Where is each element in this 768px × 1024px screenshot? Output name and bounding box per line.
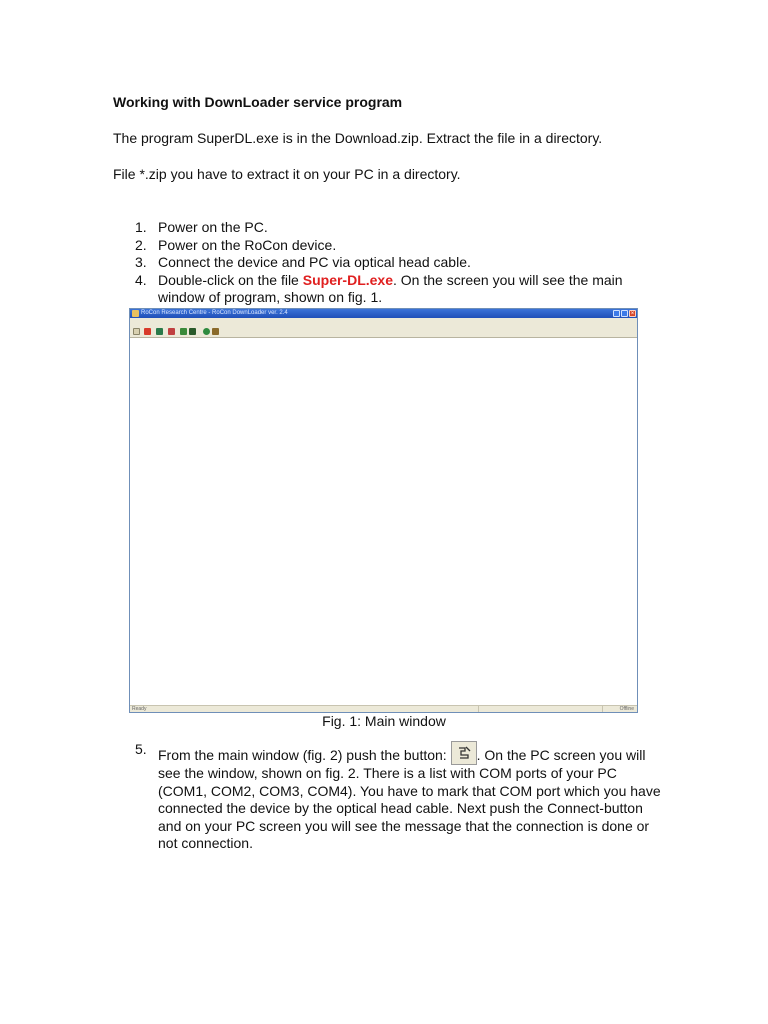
intro-paragraph-2: File *.zip you have to extract it on your PC in a directory. bbox=[113, 166, 461, 182]
step-number: 5. bbox=[135, 741, 147, 757]
step-text: Connect the device and PC via optical head cable. bbox=[158, 254, 471, 271]
steps-list bbox=[135, 219, 655, 307]
step-number: 3. bbox=[135, 254, 147, 271]
help-icon bbox=[203, 328, 210, 335]
close-icon: × bbox=[630, 311, 635, 317]
device-icon bbox=[168, 328, 175, 335]
step-text bbox=[158, 741, 665, 853]
maximize-icon bbox=[621, 310, 628, 317]
search-icon bbox=[212, 328, 219, 335]
step-number: 2. bbox=[135, 236, 147, 253]
filename-highlight: Super-DL.exe bbox=[302, 271, 393, 288]
save-icon bbox=[180, 328, 187, 335]
status-bar bbox=[130, 705, 637, 712]
list-item bbox=[135, 741, 665, 853]
app-icon bbox=[132, 310, 139, 317]
step-text-after: . On the PC screen you will see the window, shown on fig. 2. There is a list with COM ports of your PC (COM1, COM2, COM3, COM4). You have to mark that COM port which you have connected the device by the optical head cable. Next push the Connect-button and on your PC screen you will see the message that the connection is done or not connection. bbox=[158, 747, 661, 852]
list-item bbox=[135, 237, 655, 255]
step-number: 1. bbox=[135, 219, 147, 235]
connection-status: Offline bbox=[619, 706, 634, 712]
step-text: Power on the PC. bbox=[158, 219, 268, 235]
step-text-after: . On the screen you will see the main window of program, shown on fig. 1. bbox=[158, 271, 623, 306]
step-text-before: Double-click on the file bbox=[158, 271, 303, 288]
window-client-area bbox=[131, 339, 636, 705]
status-divider bbox=[602, 706, 603, 712]
minimize-icon bbox=[613, 310, 620, 317]
window-controls bbox=[613, 310, 636, 317]
list-item bbox=[135, 272, 655, 307]
status-text: Ready bbox=[132, 706, 147, 712]
document-heading: Working with DownLoader service program bbox=[113, 94, 403, 110]
intro-paragraph-1: The program SuperDL.exe is in the Download.zip. Extract the file in a directory. bbox=[113, 130, 603, 146]
window-title: RoCon Research Centre - RoCon DownLoader ver. 2.4 bbox=[141, 310, 288, 316]
main-window-screenshot bbox=[129, 308, 638, 713]
window-titlebar bbox=[130, 309, 637, 318]
step-text-before: From the main window (fig. 2) push the button: bbox=[158, 747, 451, 763]
download-icon bbox=[156, 328, 163, 335]
step-text: Power on the RoCon device. bbox=[158, 236, 337, 253]
toolbar bbox=[130, 325, 637, 338]
warning-icon bbox=[144, 328, 151, 335]
status-divider bbox=[478, 706, 479, 712]
step-number: 4. bbox=[135, 271, 147, 288]
list-item bbox=[135, 219, 655, 237]
menu-bar bbox=[130, 318, 637, 325]
step-text bbox=[158, 272, 655, 307]
data-icon bbox=[189, 328, 196, 335]
connect-button-icon bbox=[451, 741, 477, 765]
list-item bbox=[135, 254, 655, 272]
figure-caption: Fig. 1: Main window bbox=[322, 713, 446, 729]
connect-icon bbox=[133, 328, 140, 335]
